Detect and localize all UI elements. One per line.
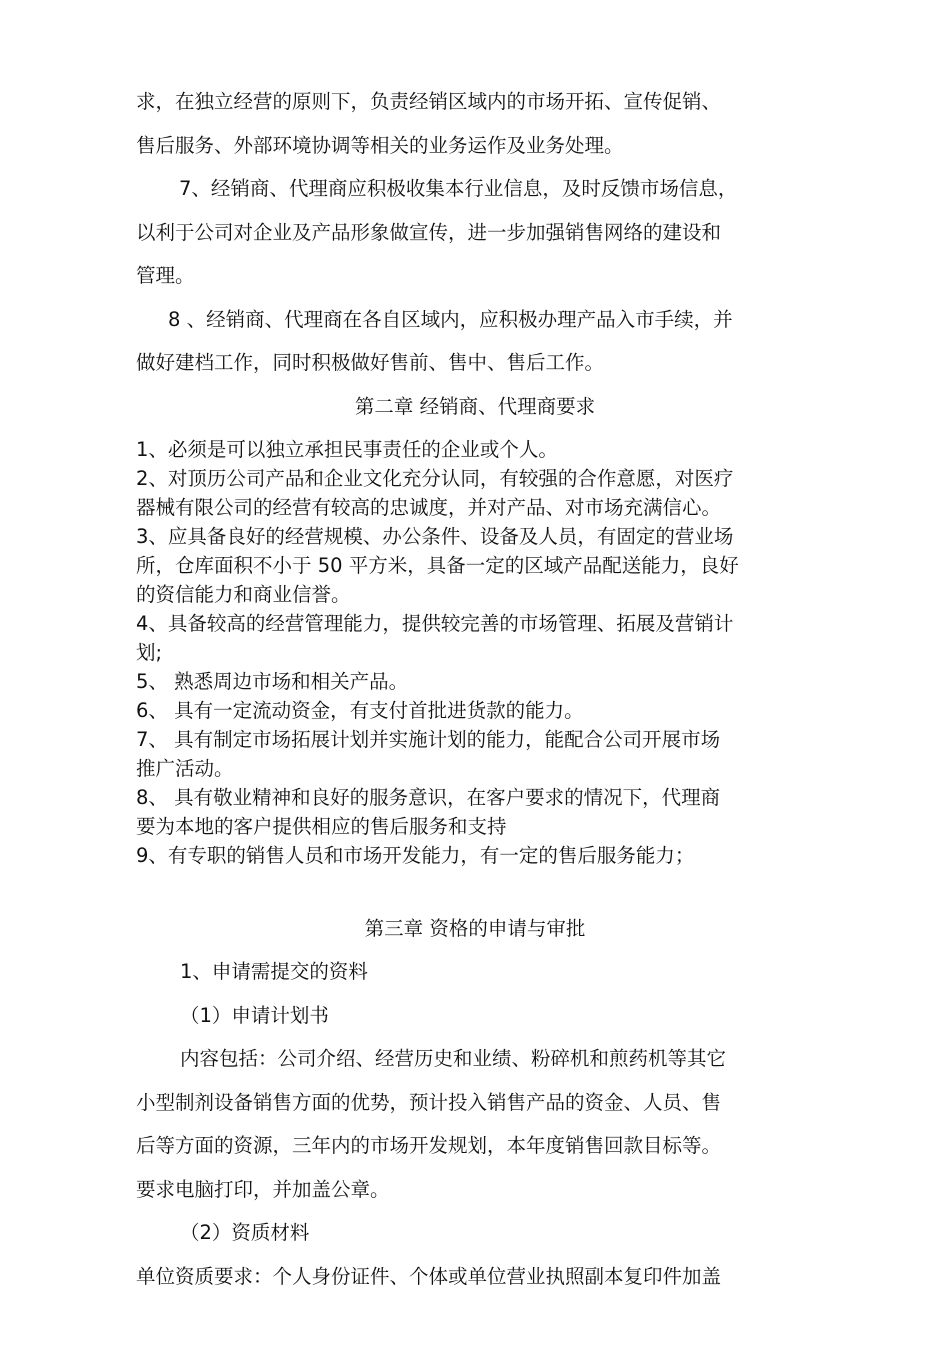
subsection-1-line: 要求电脑打印，并加盖公章。 — [136, 1178, 390, 1201]
body-text-line: 售后服务、外部环境协调等相关的业务运作及业务处理。 — [136, 134, 624, 157]
chapter-2-line: 1、必须是可以独立承担民事责任的企业或个人。 — [136, 438, 558, 461]
subsection-1-line: 内容包括：公司介绍、经营历史和业绩、粉碎机和煎药机等其它 — [180, 1047, 727, 1070]
clause-7-line: 以利于公司对企业及产品形象做宣传，进一步加强销售网络的建设和 — [136, 221, 722, 244]
subsection-2-heading: （2）资质材料 — [180, 1221, 310, 1244]
clause-7-line: 7、经销商、代理商应积极收集本行业信息，及时反馈市场信息， — [179, 177, 738, 200]
chapter-2-line: 6、 具有一定流动资金，有支付首批进货款的能力。 — [136, 699, 584, 722]
subsection-1-line: 后等方面的资源，三年内的市场开发规划，本年度销售回款目标等。 — [136, 1134, 722, 1157]
chapter-2-line: 2、对顶历公司产品和企业文化充分认同，有较强的合作意愿，对医疗 — [136, 467, 734, 490]
clause-7-line: 管理。 — [136, 264, 195, 287]
chapter-2-line: 推广活动。 — [136, 757, 234, 780]
body-text-line: 求，在独立经营的原则下，负责经销区域内的市场开拓、宣传促销、 — [136, 90, 722, 113]
chapter-2-line: 9、有专职的销售人员和市场开发能力，有一定的售后服务能力； — [136, 844, 695, 867]
clause-8-line: 8 、经销商、代理商在各自区域内，应积极办理产品入市手续，并 — [168, 308, 733, 331]
subsection-1-line: 小型制剂设备销售方面的优势，预计投入销售产品的资金、人员、售 — [136, 1091, 722, 1114]
clause-8-line: 做好建档工作，同时积极做好售前、售中、售后工作。 — [136, 351, 605, 374]
chapter-2-line: 5、 熟悉周边市场和相关产品。 — [136, 670, 409, 693]
chapter-2-line: 所，仓库面积不小于 50 平方米，具备一定的区域产品配送能力，良好 — [136, 554, 739, 577]
chapter-2-line: 要为本地的客户提供相应的售后服务和支持 — [136, 815, 507, 838]
subsection-2-line: 单位资质要求：个人身份证件、个体或单位营业执照副本复印件加盖 — [136, 1265, 722, 1288]
chapter-2-line: 8、 具有敬业精神和良好的服务意识，在客户要求的情况下，代理商 — [136, 786, 721, 809]
chapter-3-title: 第三章 资格的申请与审批 — [364, 917, 586, 940]
subsection-1-heading: （1）申请计划书 — [180, 1004, 329, 1027]
chapter-2-line: 的资信能力和商业信誉。 — [136, 583, 351, 606]
chapter-2-line: 4、具备较高的经营管理能力，提供较完善的市场管理、拓展及营销计 — [136, 612, 734, 635]
chapter-2-title: 第二章 经销商、代理商要求 — [354, 395, 596, 418]
chapter-2-line: 划; — [136, 641, 163, 664]
chapter-2-line: 器械有限公司的经营有较高的忠诚度，并对产品、对市场充满信心。 — [136, 496, 722, 519]
chapter-2-line: 3、应具备良好的经营规模、办公条件、设备及人员，有固定的营业场 — [136, 525, 734, 548]
section-1-heading: 1、申请需提交的资料 — [180, 960, 368, 983]
chapter-2-line: 7、 具有制定市场拓展计划并实施计划的能力，能配合公司开展市场 — [136, 728, 721, 751]
